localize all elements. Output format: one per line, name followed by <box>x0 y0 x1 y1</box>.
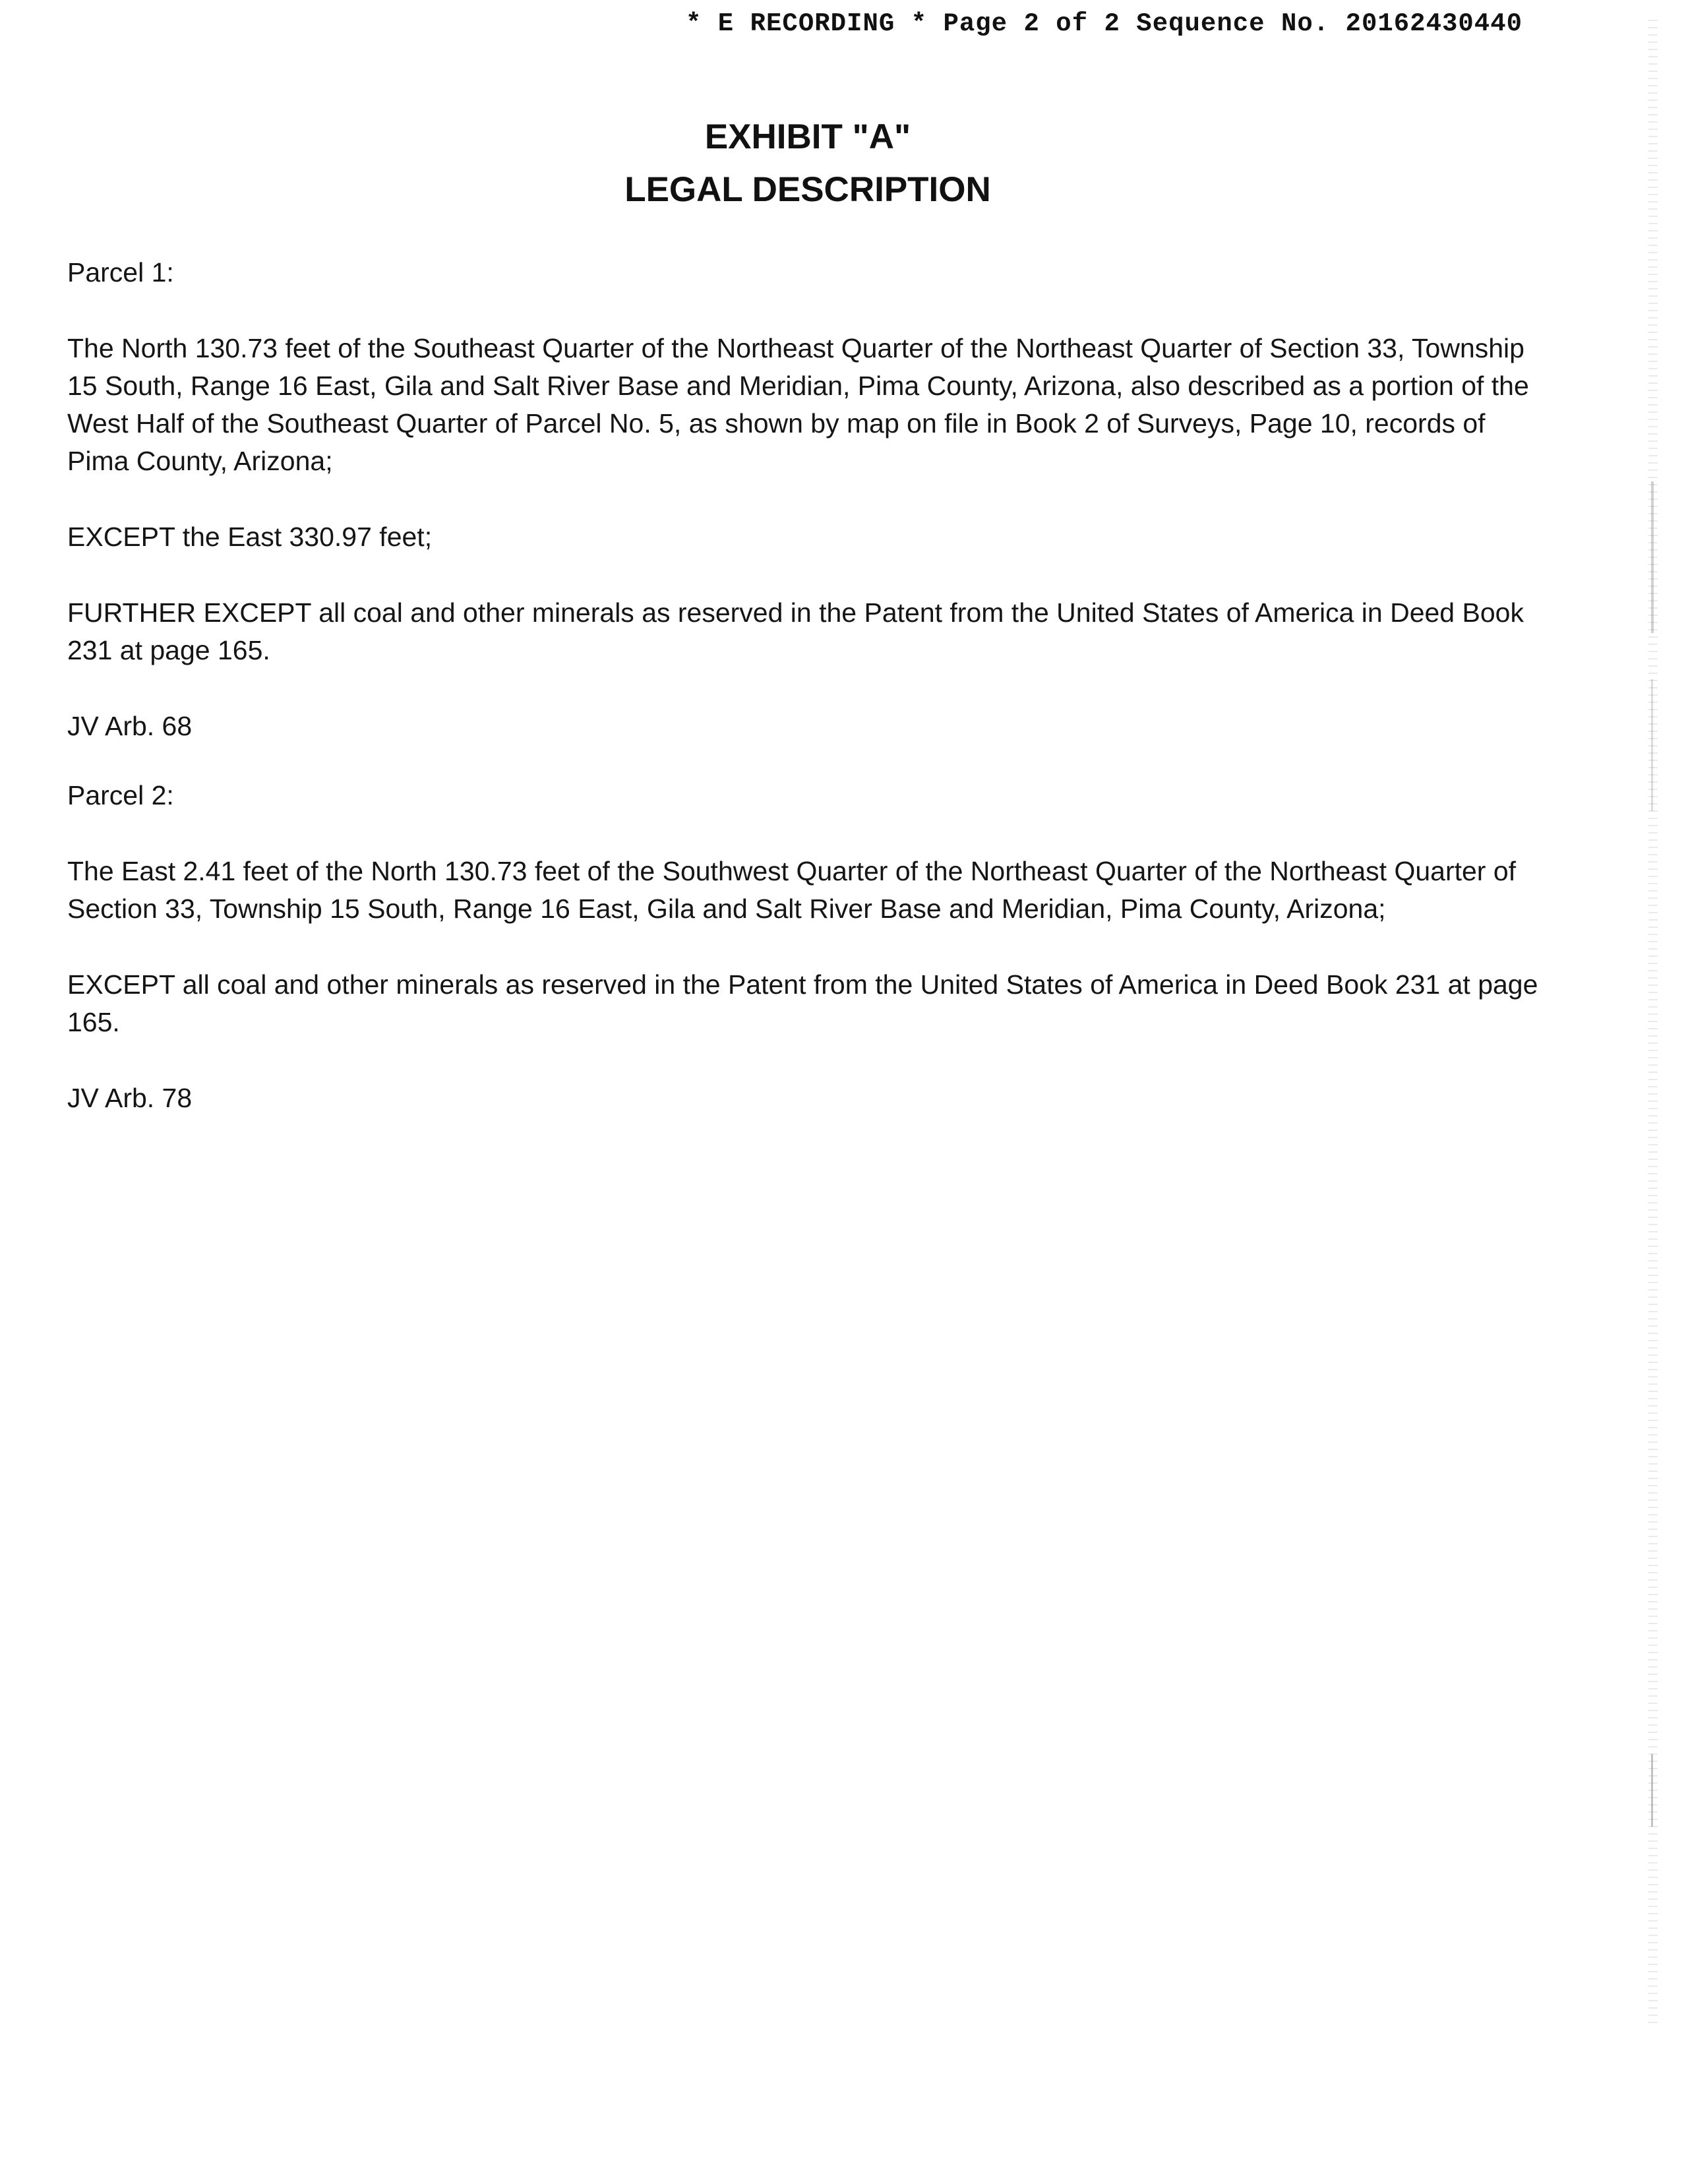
legal-description-title: LEGAL DESCRIPTION <box>624 170 991 209</box>
legal-description-body <box>67 254 1551 1117</box>
parcel-2-label: Parcel 2: <box>67 780 174 810</box>
parcel-1-reference: JV Arb. 68 <box>67 711 193 741</box>
scan-mark <box>1651 481 1654 633</box>
parcel-2-description: The East 2.41 feet of the North 130.73 feet of the Southwest Quarter of the Northeast Quarter of the Northeast Quarter of Section 33, Township 15 South, Range 16 East, Gila and Salt River Base and Meridian, Pima County, Arizona; <box>67 856 1517 924</box>
exhibit-title: EXHIBIT "A" <box>704 117 911 156</box>
scan-mark <box>1651 679 1653 811</box>
scan-mark <box>1651 1754 1653 1827</box>
parcel-1-exception: EXCEPT the East 330.97 feet; <box>67 522 433 552</box>
parcel-1-label: Parcel 1: <box>67 257 174 288</box>
title-block <box>0 111 1615 216</box>
parcel-1-further-exception: FURTHER EXCEPT all coal and other minerals as reserved in the Patent from the United States of America in Deed Book 231 at page 165. <box>67 597 1524 665</box>
parcel-2-exception: EXCEPT all coal and other minerals as reserved in the Patent from the United States of America in Deed Book 231 at page 165. <box>67 969 1538 1037</box>
parcel-2-reference: JV Arb. 78 <box>67 1083 193 1113</box>
recording-header: * E RECORDING * Page 2 of 2 Sequence No. 20162430440 <box>686 9 1522 38</box>
scan-edge-artifact <box>1648 20 1658 2024</box>
parcel-1-description: The North 130.73 feet of the Southeast Quarter of the Northeast Quarter of the Northeast Quarter of Section 33, Township 15 South, Range 16 East, Gila and Salt River Base and Meridian, Pima County, Arizona, also described as a portion of the West Half of the Southeast Quarter of Parcel No. 5, as shown by map on file in Book 2 of Surveys, Page 10, records of Pima County, Arizona; <box>67 333 1529 476</box>
